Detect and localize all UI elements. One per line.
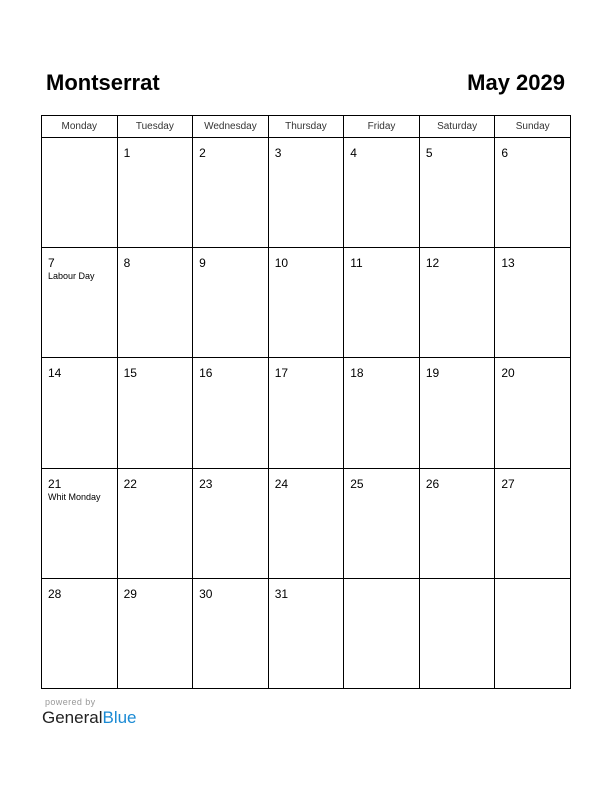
day-number: 7 <box>48 256 55 271</box>
day-cell <box>419 358 495 468</box>
week-row <box>42 248 571 358</box>
day-cell <box>344 358 420 468</box>
day-number: 2 <box>199 146 206 160</box>
day-number: 10 <box>274 256 289 271</box>
weekday-sunday: Sunday <box>495 116 571 138</box>
day-number: 29 <box>123 586 137 601</box>
holiday-label: Whit Monday <box>48 491 101 502</box>
day-number: 17 <box>274 366 289 381</box>
weekday-saturday: Saturday <box>419 116 495 138</box>
day-cell <box>268 248 344 358</box>
day-cell <box>495 358 571 468</box>
day-cell <box>42 358 118 468</box>
day-cell <box>42 138 118 248</box>
day-cell <box>193 578 269 688</box>
day-cell <box>42 578 118 688</box>
day-number: 16 <box>199 366 213 381</box>
day-cell <box>117 358 193 468</box>
day-cell <box>419 578 495 688</box>
day-number: 15 <box>123 366 137 381</box>
day-number: 13 <box>501 256 515 271</box>
calendar-grid <box>41 115 571 689</box>
day-number: 28 <box>48 586 62 601</box>
day-cell <box>344 248 420 358</box>
week-row <box>42 358 571 468</box>
day-cell <box>268 578 344 688</box>
day-number: 26 <box>425 476 440 491</box>
powered-by-label: powered by <box>45 697 96 707</box>
day-cell <box>268 468 344 578</box>
weekday-friday: Friday <box>344 116 420 138</box>
brand-general-text: General <box>42 708 103 727</box>
day-number: 22 <box>123 476 137 491</box>
day-cell <box>268 138 344 248</box>
day-cell <box>495 138 571 248</box>
week-row <box>42 138 571 248</box>
month-year-title: May 2029 <box>467 70 565 95</box>
country-title: Montserrat <box>46 70 160 95</box>
day-number: 23 <box>199 476 213 491</box>
day-cell <box>419 138 495 248</box>
weekday-monday: Monday <box>42 116 118 138</box>
day-cell <box>419 468 495 578</box>
day-number: 21 <box>48 476 62 491</box>
day-number: 18 <box>350 366 364 381</box>
day-cell <box>495 468 571 578</box>
day-cell <box>193 358 269 468</box>
day-cell <box>495 248 571 358</box>
day-number: 14 <box>48 366 62 381</box>
day-cell <box>344 468 420 578</box>
day-number: 19 <box>425 366 440 381</box>
day-number: 12 <box>425 256 440 271</box>
weekday-wednesday: Wednesday <box>193 116 269 138</box>
day-number: 1 <box>123 146 131 160</box>
day-number: 9 <box>199 256 206 271</box>
day-cell <box>268 358 344 468</box>
day-cell <box>117 138 193 248</box>
day-number: 30 <box>199 586 213 601</box>
day-number: 3 <box>274 146 282 160</box>
day-cell <box>117 578 193 688</box>
day-number: 4 <box>350 146 357 160</box>
weekday-header-row <box>42 116 571 138</box>
holiday-label: Labour Day <box>48 271 95 282</box>
day-cell <box>419 248 495 358</box>
week-row <box>42 468 571 578</box>
day-number: 31 <box>274 586 289 601</box>
day-number: 11 <box>350 256 363 271</box>
day-cell <box>344 138 420 248</box>
day-number: 25 <box>350 476 364 491</box>
day-cell <box>193 138 269 248</box>
day-number: 8 <box>123 256 131 271</box>
day-number: 27 <box>501 476 515 491</box>
day-cell <box>42 468 118 578</box>
day-cell <box>344 578 420 688</box>
day-cell <box>117 468 193 578</box>
brand-blue-text: Blue <box>102 708 137 727</box>
generalblue-logo[interactable] <box>42 708 137 728</box>
weekday-thursday: Thursday <box>268 116 344 138</box>
day-number: 24 <box>274 476 289 491</box>
day-number: 5 <box>425 146 433 160</box>
weekday-tuesday: Tuesday <box>117 116 193 138</box>
day-cell <box>117 248 193 358</box>
week-row <box>42 578 571 688</box>
day-number: 20 <box>501 366 515 381</box>
day-cell <box>193 248 269 358</box>
day-cell <box>42 248 118 358</box>
day-number: 6 <box>501 146 509 160</box>
day-cell <box>193 468 269 578</box>
day-cell <box>495 578 571 688</box>
